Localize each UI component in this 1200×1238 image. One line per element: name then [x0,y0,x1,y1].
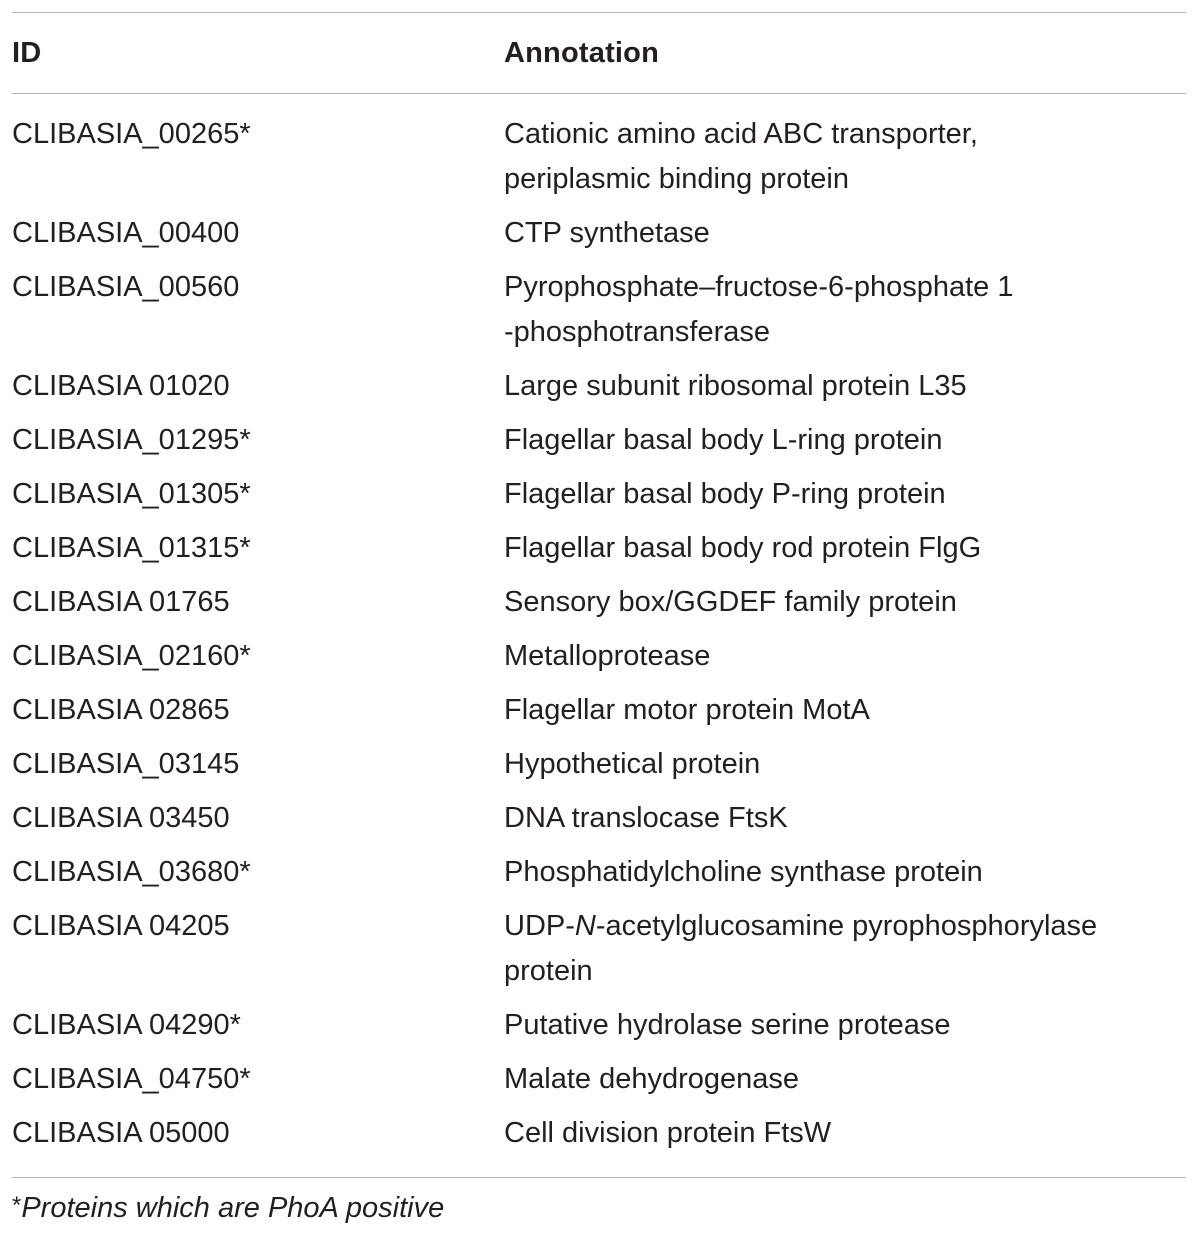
row-annotation [504,418,1186,463]
row-id: CLIBASIA_00560 [12,271,240,303]
table-row [12,688,1186,733]
row-id: CLIBASIA 02865 [12,694,230,726]
table-body [12,94,1186,1177]
annotation-line: -phosphotransferase [504,316,770,348]
row-id: CLIBASIA 04205 [12,910,230,942]
row-annotation [504,526,1186,571]
row-annotation [504,634,1186,679]
row-id: CLIBASIA_04750* [12,1063,251,1095]
table-row [12,211,1186,256]
row-annotation [504,1057,1186,1102]
row-annotation [504,112,1186,202]
table-row [12,112,1186,202]
row-annotation [504,904,1186,994]
annotation-line: periplasmic binding protein [504,163,849,195]
annotation-line: Flagellar motor protein MotA [504,694,870,726]
row-annotation [504,364,1186,409]
table-row [12,580,1186,625]
row-id: CLIBASIA_03145 [12,748,240,780]
table-row [12,472,1186,517]
annotation-line: Putative hydrolase serine protease [504,1009,951,1041]
table-row [12,634,1186,679]
annotation-line: Malate dehydrogenase [504,1063,800,1095]
row-annotation [504,265,1186,355]
table-row [12,796,1186,841]
header-id: ID [12,36,42,69]
row-annotation [504,1111,1186,1156]
table-row [12,1111,1186,1156]
row-annotation [504,688,1186,733]
row-id: CLIBASIA_03680* [12,856,251,888]
header-annotation: Annotation [504,36,660,69]
table-row [12,418,1186,463]
row-id: CLIBASIA_01315* [12,532,251,564]
row-annotation [504,850,1186,895]
footnote-text: Proteins which are PhoA positive [21,1192,445,1224]
row-annotation [504,796,1186,841]
table-row [12,364,1186,409]
row-id: CLIBASIA 01765 [12,586,230,618]
annotation-line: Metalloprotease [504,640,711,672]
annotation-line: DNA translocase FtsK [504,802,788,834]
row-id: CLIBASIA 01020 [12,370,230,402]
table-row [12,742,1186,787]
annotation-line: Flagellar basal body L-ring protein [504,424,943,456]
row-id: CLIBASIA_02160* [12,640,251,672]
bottom-rule [12,1177,1186,1178]
annotation-line: protein [504,955,593,987]
protein-table [12,12,1186,1178]
table-row [12,1003,1186,1048]
row-annotation [504,472,1186,517]
row-id: CLIBASIA 04290* [12,1009,241,1041]
row-id: CLIBASIA_00265* [12,118,251,150]
annotation-line: Hypothetical protein [504,748,761,780]
annotation-line: Phosphatidylcholine synthase protein [504,856,983,888]
table-row [12,265,1186,355]
row-id: CLIBASIA_00400 [12,217,240,249]
annotation-line: UDP-N-acetylglucosamine pyrophosphorylase [504,910,1098,942]
table-row [12,526,1186,571]
annotation-line: Sensory box/GGDEF family protein [504,586,957,618]
table-row [12,850,1186,895]
table-row [12,1057,1186,1102]
row-annotation [504,1003,1186,1048]
annotation-line: Cell division protein FtsW [504,1117,832,1149]
annotation-line: Large subunit ribosomal protein L35 [504,370,967,402]
row-annotation [504,580,1186,625]
row-id: CLIBASIA 03450 [12,802,230,834]
annotation-line: Flagellar basal body P-ring protein [504,478,946,510]
row-id: CLIBASIA_01295* [12,424,251,456]
annotation-line: Pyrophosphate–fructose-6-phosphate 1 [504,271,1014,303]
table-header [12,13,1186,93]
row-id: CLIBASIA_01305* [12,478,251,510]
annotation-line: Flagellar basal body rod protein FlgG [504,532,982,564]
table-footnote [12,1186,444,1228]
row-annotation [504,742,1186,787]
annotation-line: Cationic amino acid ABC transporter, [504,118,978,150]
table-row [12,904,1186,994]
row-annotation [504,211,1186,256]
footnote-marker: * [12,1192,22,1219]
row-id: CLIBASIA 05000 [12,1117,230,1149]
annotation-line: CTP synthetase [504,217,710,249]
